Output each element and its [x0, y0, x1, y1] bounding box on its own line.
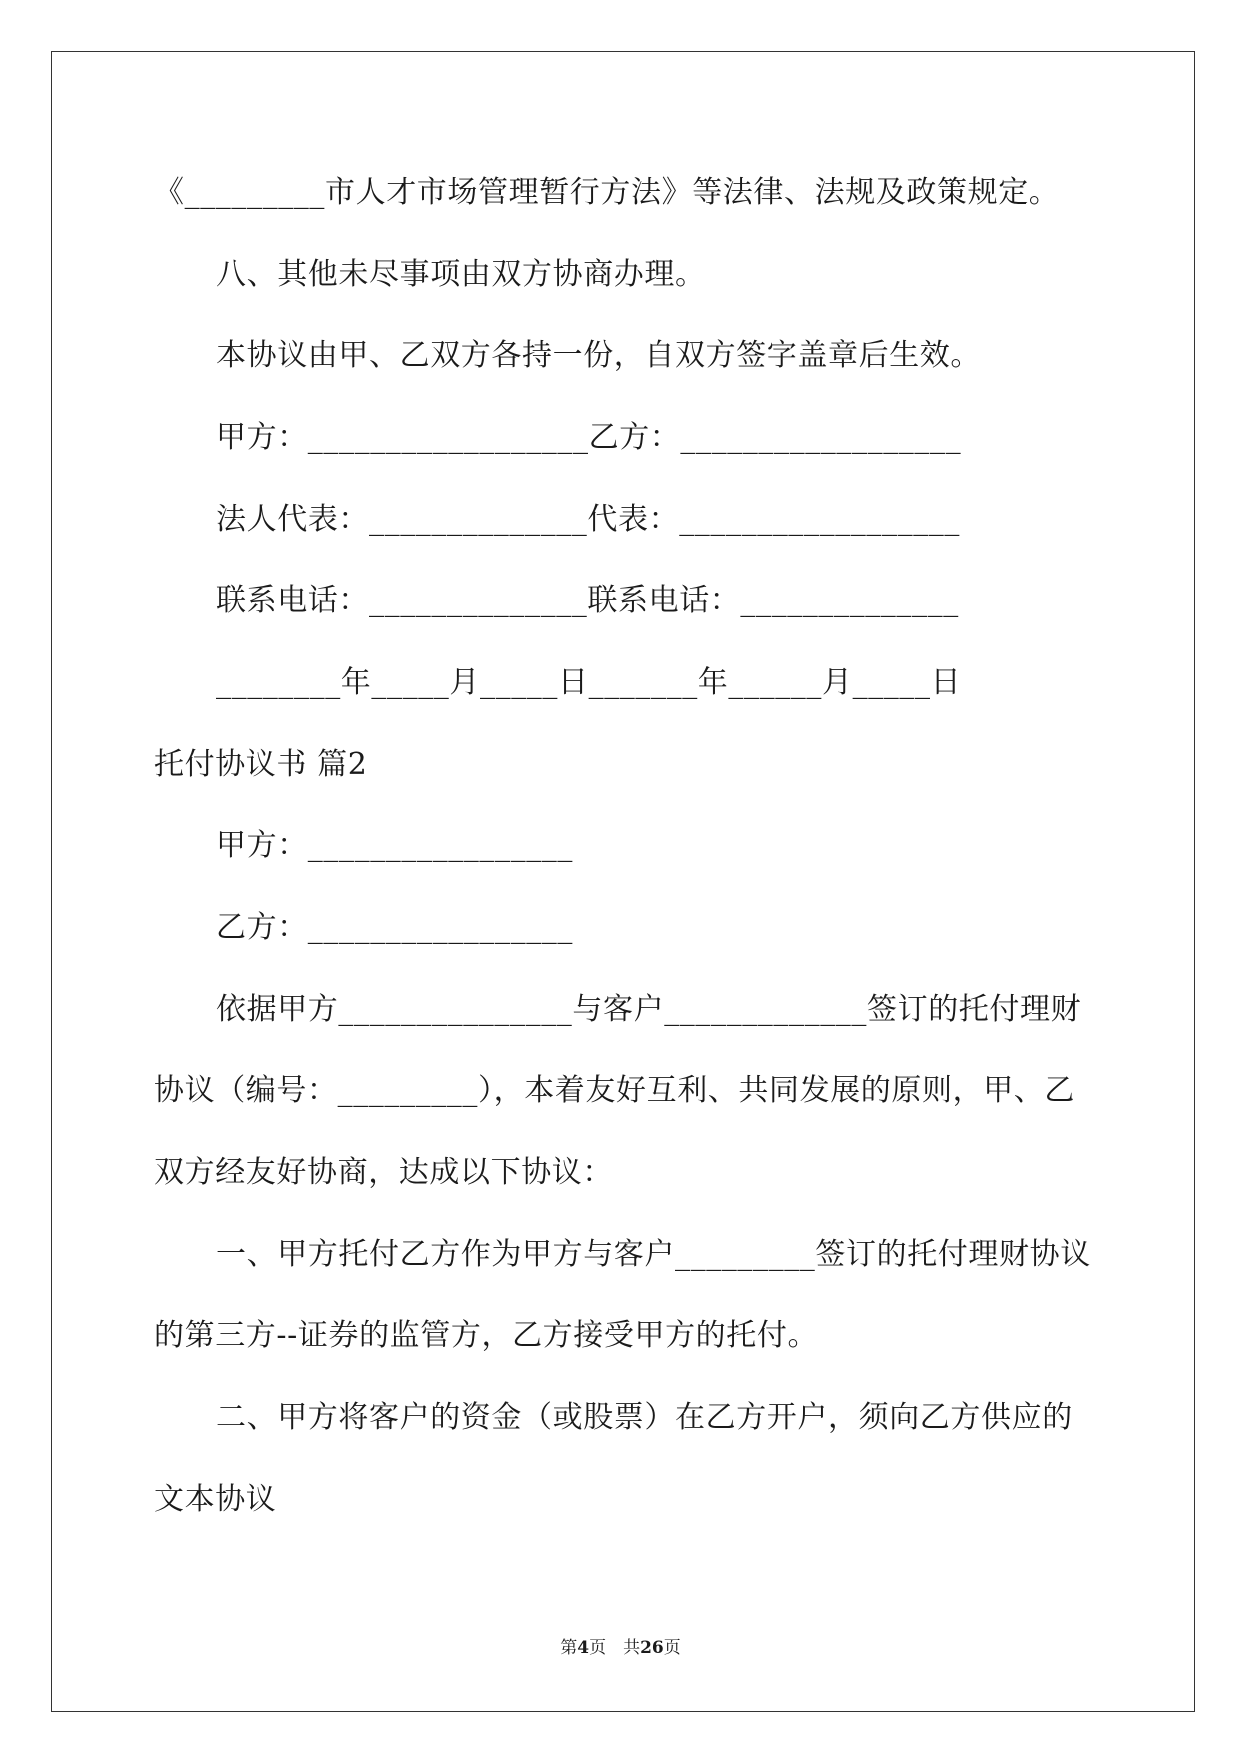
- party-signature-line: 甲方：__________________乙方：__________________: [216, 420, 962, 455]
- paragraph-line: 的第三方--证券的监管方，乙方接受甲方的托付。: [154, 1318, 819, 1353]
- current-page-number: 4: [577, 1638, 590, 1658]
- section-heading: 托付协议书 篇2: [154, 747, 368, 782]
- paragraph-line: 《_________市人才市场管理暂行方法》等法律、法规及政策规定。: [154, 175, 1060, 210]
- party-b-line: 乙方：_________________: [216, 910, 573, 945]
- footer-suffix: 页: [663, 1638, 681, 1658]
- paragraph-line: 协议（编号：_________），本着友好互利、共同发展的原则，甲、乙: [154, 1073, 1075, 1108]
- paragraph-line: 文本协议: [154, 1482, 277, 1517]
- contact-phone-line: 联系电话：______________联系电话：______________: [216, 583, 959, 618]
- page-footer: [0, 1636, 1241, 1660]
- footer-middle: 页 共: [589, 1638, 641, 1658]
- paragraph-line: 依据甲方_______________与客户_____________签订的托付理财: [216, 992, 1082, 1027]
- clause-one-line: 一、甲方托付乙方作为甲方与客户_________签订的托付理财协议: [216, 1237, 1091, 1272]
- paragraph-line: 本协议由甲、乙双方各持一份，自双方签字盖章后生效。: [216, 338, 981, 373]
- page-border: [51, 51, 1195, 1712]
- footer-prefix: 第: [560, 1638, 578, 1658]
- clause-two-line: 二、甲方将客户的资金（或股票）在乙方开户，须向乙方供应的: [216, 1400, 1073, 1435]
- paragraph-line: 双方经友好协商，达成以下协议：: [154, 1155, 613, 1190]
- date-line: ________年_____月_____日_______年______月_____日: [216, 665, 962, 700]
- party-a-line: 甲方：_________________: [216, 828, 573, 863]
- paragraph-line: 八、其他未尽事项由双方协商办理。: [216, 257, 706, 292]
- total-page-count: 26: [640, 1638, 664, 1658]
- representative-line: 法人代表：______________代表：__________________: [216, 502, 960, 537]
